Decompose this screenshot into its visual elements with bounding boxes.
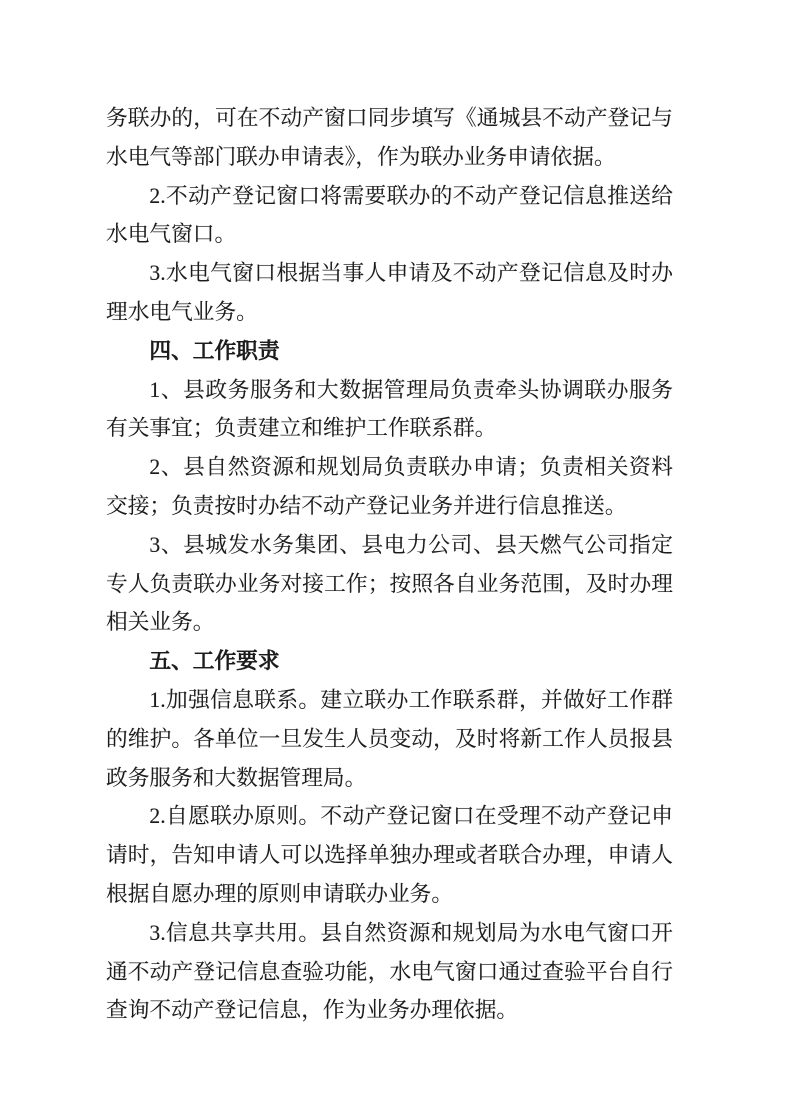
document-paragraph: 3.水电气窗口根据当事人申请及不动产登记信息及时办理水电气业务。	[106, 261, 673, 324]
document-paragraph: 2.不动产登记窗口将需要联办的不动产登记信息推送给水电气窗口。	[106, 183, 673, 247]
section-heading: 五、工作要求	[149, 649, 280, 674]
document-paragraph: 2、县自然资源和规划局负责联办申请；负责相关资料交接；负责按时办结不动产登记业务并进行信息推送。	[106, 455, 673, 518]
document-paragraph: 3.信息共享共用。县自然资源和规划局为水电气窗口开通不动产登记信息查验功能，水电气窗口通过查验平台自行查询不动产登记信息，作为业务办理依据。	[106, 920, 673, 1023]
document-paragraph: 1.加强信息联系。建立联办工作联系群，并做好工作群的维护。各单位一旦发生人员变动，及时将新工作人员报县政务服务和大数据管理局。	[106, 687, 673, 790]
section-heading: 四、工作职责	[149, 338, 280, 363]
document-paragraph: 3、县城发水务集团、县电力公司、县天燃气公司指定专人负责联办业务对接工作；按照各自业务范围，及时办理相关业务。	[106, 532, 673, 635]
document-paragraph: 2.自愿联办原则。不动产登记窗口在受理不动产登记申请时，告知申请人可以选择单独办理或者联合办理，申请人根据自愿办理的原则申请联办业务。	[106, 804, 673, 906]
document-paragraph: 1、县政务服务和大数据管理局负责牵头协调联办服务有关事宜；负责建立和维护工作联系群。	[106, 377, 673, 441]
document-paragraph: 务联办的，可在不动产窗口同步填写《通城县不动产登记与水电气等部门联办申请表》，作为联办业务申请依据。	[106, 106, 673, 169]
document-body	[106, 99, 673, 1030]
